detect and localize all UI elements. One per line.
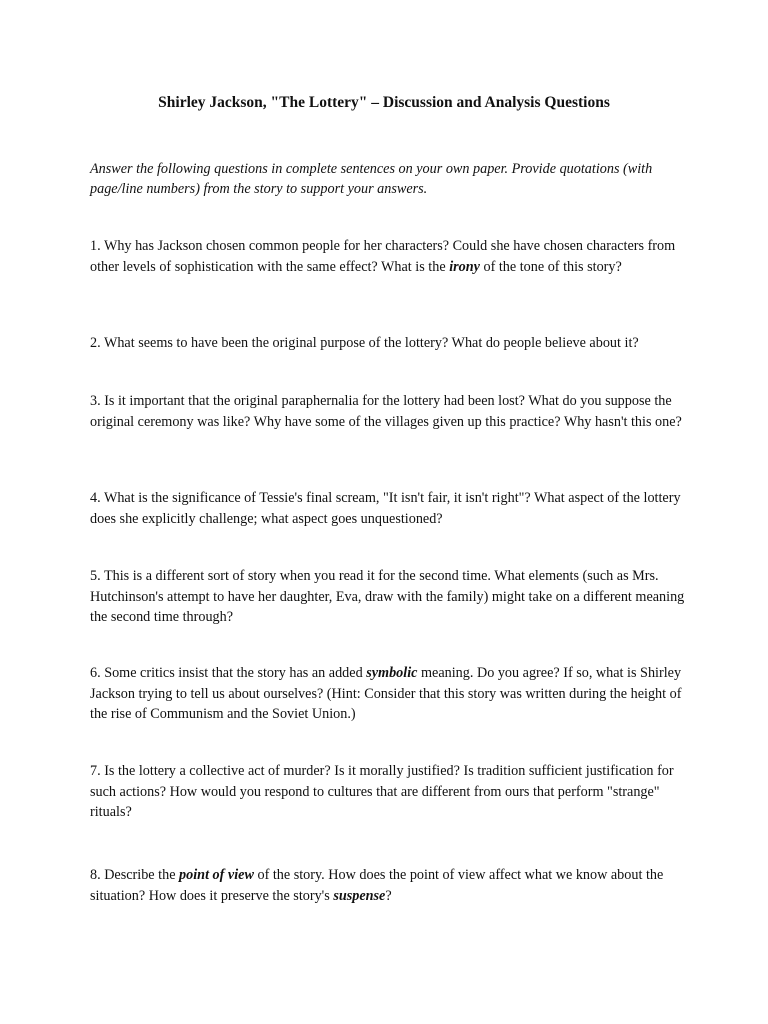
emphasized-term: suspense: [333, 887, 386, 904]
question-4: [90, 488, 690, 529]
question-7: [90, 761, 690, 823]
question-number: 4.: [90, 490, 101, 506]
question-text: What is the significance of Tessie's final scream, "It isn't fair, it isn't right"? What aspect of the lottery does she explicitly challenge; what aspect goes unquestioned?: [90, 490, 681, 527]
question-2: [90, 333, 690, 354]
question-text: of the tone of this story?: [479, 258, 622, 275]
question-text: ?: [385, 887, 392, 904]
question-number: 8.: [90, 867, 101, 883]
question-text: Is it important that the original paraphernalia for the lottery had been lost? What do you suppose the original ceremony was like? Why have some of the villages given up this practice? Why hasn't this one?: [90, 393, 682, 430]
question-number: 7.: [90, 763, 101, 779]
question-number: 1.: [90, 238, 101, 254]
question-text: This is a different sort of story when you read it for the second time. What elements (such as Mrs. Hutchinson's attempt to have her daughter, Eva, draw with the family) might take on a different meaning the second time through?: [90, 568, 685, 625]
question-number: 2.: [90, 335, 101, 351]
document-title: Shirley Jackson, "The Lottery" – Discussion and Analysis Questions: [158, 94, 610, 111]
question-number: 5.: [90, 568, 101, 584]
question-5: [90, 566, 690, 628]
question-6: [90, 663, 690, 725]
question-8: [90, 865, 690, 906]
question-3: [90, 391, 690, 432]
emphasized-term: symbolic: [366, 665, 418, 681]
question-number: 6.: [90, 665, 101, 681]
question-1: [90, 236, 690, 277]
emphasized-term: point of view: [179, 867, 254, 883]
question-number: 3.: [90, 393, 101, 409]
question-text: Why has Jackson chosen common people for her characters? Could she have chosen characters from other levels of sophistication with the same effect? What is the: [90, 238, 676, 275]
question-text: of the story. How does the point of view affect what we know about the situation? How does it preserve the story's: [90, 867, 664, 904]
emphasized-term: irony: [449, 258, 480, 275]
question-text: Some critics insist that the story has an added: [104, 665, 367, 681]
question-text: Is the lottery a collective act of murder? Is it morally justified? Is tradition sufficient justification for such actions? How would you respond to cultures that are different from ours that perform "strange" rituals?: [90, 763, 674, 820]
question-text: What seems to have been the original purpose of the lottery? What do people believe about it?: [103, 335, 639, 351]
instructions-text: Answer the following questions in complete sentences on your own paper. Provide quotations (with page/line numbers) from the story to support your answers.: [90, 161, 653, 197]
question-text: Describe the: [104, 867, 180, 883]
question-text: meaning. Do you agree? If so, what is Shirley Jackson trying to tell us about ourselves? (Hint: Consider that this story was written during the height of the rise of Communism and the Soviet Union.): [90, 665, 682, 722]
